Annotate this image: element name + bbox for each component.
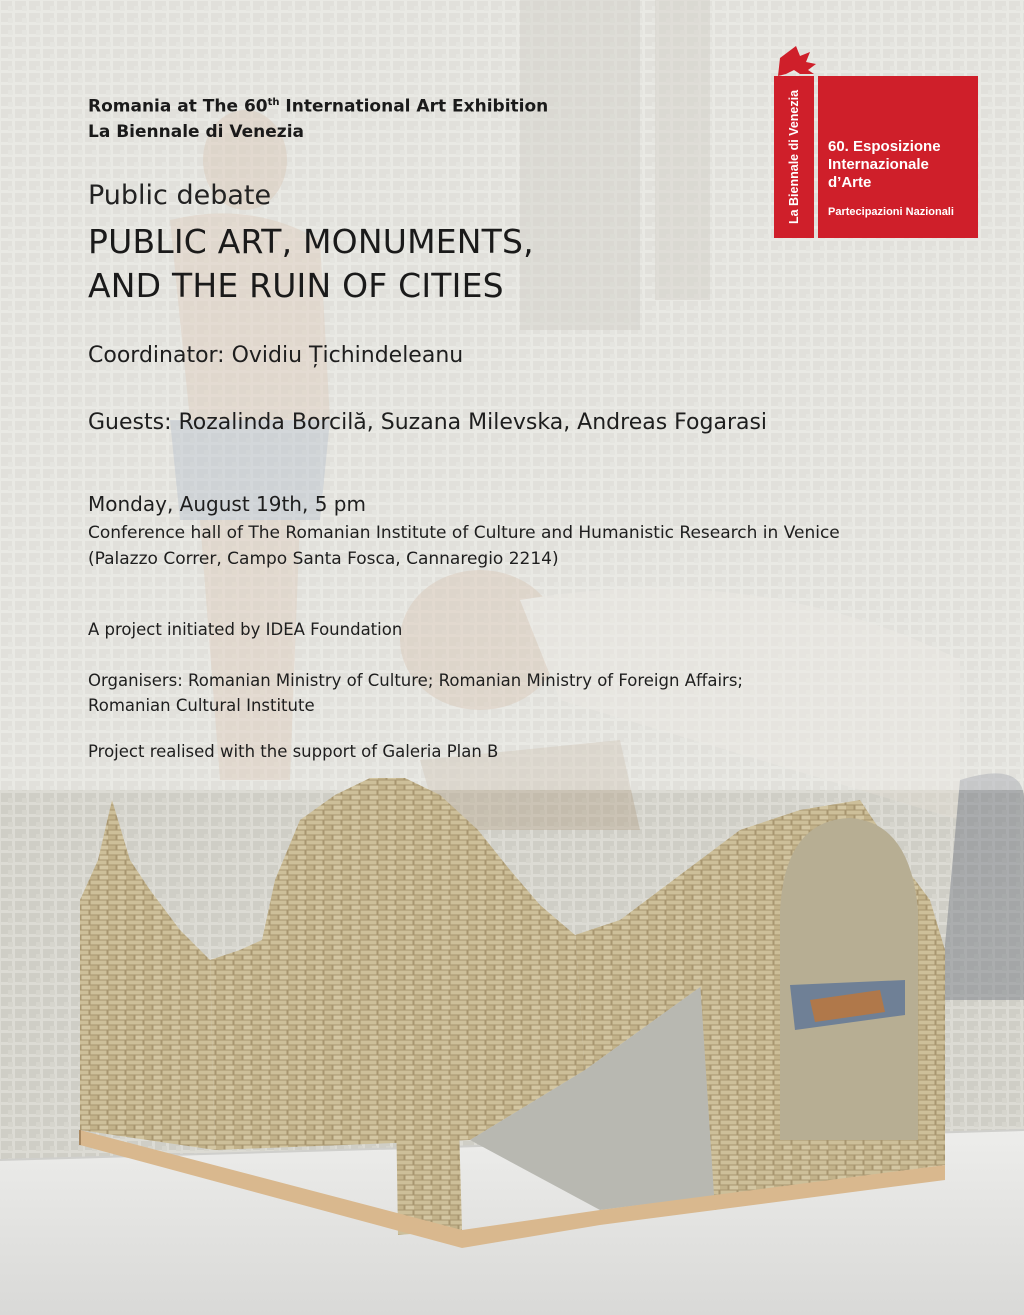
- organisers-line-1: Organisers: Romanian Ministry of Culture; Romanian Ministry of Foreign Affairs;: [88, 671, 743, 690]
- venue-line-1: Conference hall of The Romanian Institute of Culture and Humanistic Research in Venice: [88, 523, 840, 543]
- logo-title: [828, 138, 941, 192]
- logo-line-2: Internazionale: [828, 156, 929, 173]
- exhibition-header: [88, 90, 548, 145]
- exhibition-line-2: La Biennale di Venezia: [88, 121, 304, 142]
- logo-subtitle: Partecipazioni Nazionali: [828, 206, 954, 218]
- event-title: [88, 220, 534, 308]
- biennale-name: La Biennale di Venezia: [787, 89, 801, 225]
- event-venue: [88, 520, 840, 572]
- logo-line-3: d’Arte: [828, 174, 872, 191]
- event-type: Public debate: [88, 180, 272, 211]
- support-credit: Project realised with the support of Galeria Plan B: [88, 742, 499, 761]
- event-date: Monday, August 19th, 5 pm: [88, 492, 366, 516]
- biennale-logo-vertical: [774, 76, 814, 238]
- biennale-logo-panel: [818, 76, 978, 238]
- event-title-line-2: AND THE RUIN OF CITIES: [88, 266, 504, 305]
- venue-line-2: (Palazzo Correr, Campo Santa Fosca, Cannaregio 2214): [88, 549, 559, 569]
- guests: Guests: Rozalinda Borcilă, Suzana Milevska, Andreas Fogarasi: [88, 410, 768, 435]
- logo-line-1: 60. Esposizione: [828, 138, 941, 155]
- initiated-by: A project initiated by IDEA Foundation: [88, 620, 403, 639]
- coordinator: Coordinator: Ovidiu Țichindeleanu: [88, 343, 464, 368]
- event-title-line-1: PUBLIC ART, MONUMENTS,: [88, 222, 534, 261]
- organisers: [88, 668, 743, 718]
- exhibition-line-1: Romania at The 60th International Art Exhibition: [88, 96, 549, 117]
- organisers-line-2: Romanian Cultural Institute: [88, 696, 315, 715]
